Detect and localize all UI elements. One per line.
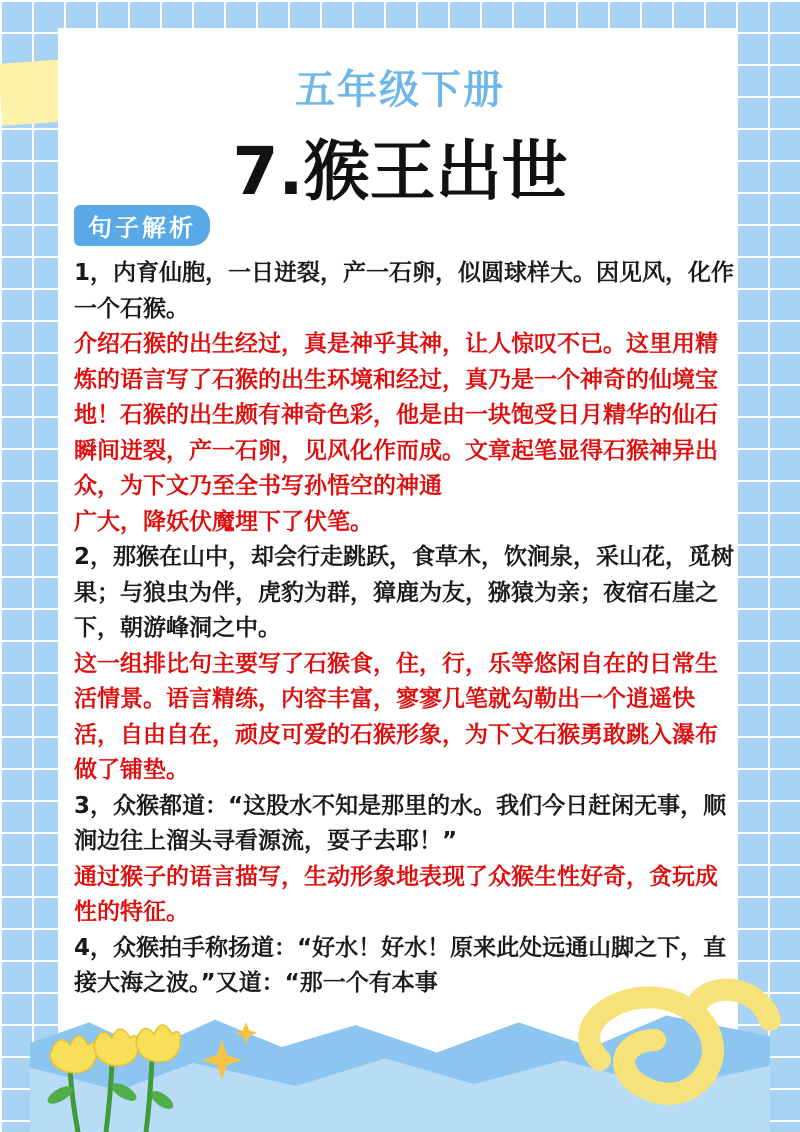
question-paragraph: 1，内育仙胞，一日迸裂，产一石卵，似圆球样大。因见风，化作一个石猴。 (74, 260, 735, 322)
analysis-paragraph: 介绍石猴的出生经过，真是神乎其神，让人惊叹不已。这里用精炼的语言写了石猴的出生环境和经过，真乃是一个神奇的仙境宝地！石猴的出生颇有神奇色彩，他是由一块饱受日月精华的仙石瞬间迸裂，产一石卵，见风化作而成。文章起笔显得石猴神异出众，为下文乃至全书写孙悟空的神通 (74, 331, 718, 499)
lesson-title: 7.猴王出世 (232, 133, 568, 210)
sparkle-icon (202, 1022, 257, 1080)
question-paragraph: 3，众猴都道：“这股水不知是那里的水。我们今日赶闲无事，顺涧边往上溜头寻看源流，耍子去耶！” (74, 792, 727, 854)
grade-heading: 五年级下册 (295, 67, 505, 113)
yellow-flower-icon (50, 1025, 180, 1073)
analysis-paragraph: 这一组排比句主要写了石猴食，住，行，乐等悠闲自在的日常生活情景。语言精练，内容丰富，寥寥几笔就勾勒出一个逍遥快活，自由自在，顽皮可爱的石猴形象，为下文石猴勇敢跳入瀑布做了铺垫。 (74, 650, 718, 783)
question-paragraph: 2，那猴在山中，却会行走跳跃，食草木，饮涧泉，采山花，觅树果；与狼虫为伴，虎豹为群，獐鹿为友，猕猿为亲；夜宿石崖之下，朝游峰洞之中。 (74, 544, 735, 641)
analysis-paragraph: 广大，降妖伏魔埋下了伏笔。 (74, 508, 373, 535)
analysis-paragraph: 通过猴子的语言描写，生动形象地表现了众猴生性好奇，贪玩成性的特征。 (74, 863, 718, 925)
question-paragraph: 4，众猴拍手称扬道：“好水！好水！原来此处远通山脚之下，直接大海之波。”又道：“那一个有本事 (74, 934, 727, 996)
section-label: 句子解析 (74, 205, 210, 246)
yellow-swirl-icon (589, 990, 770, 1094)
